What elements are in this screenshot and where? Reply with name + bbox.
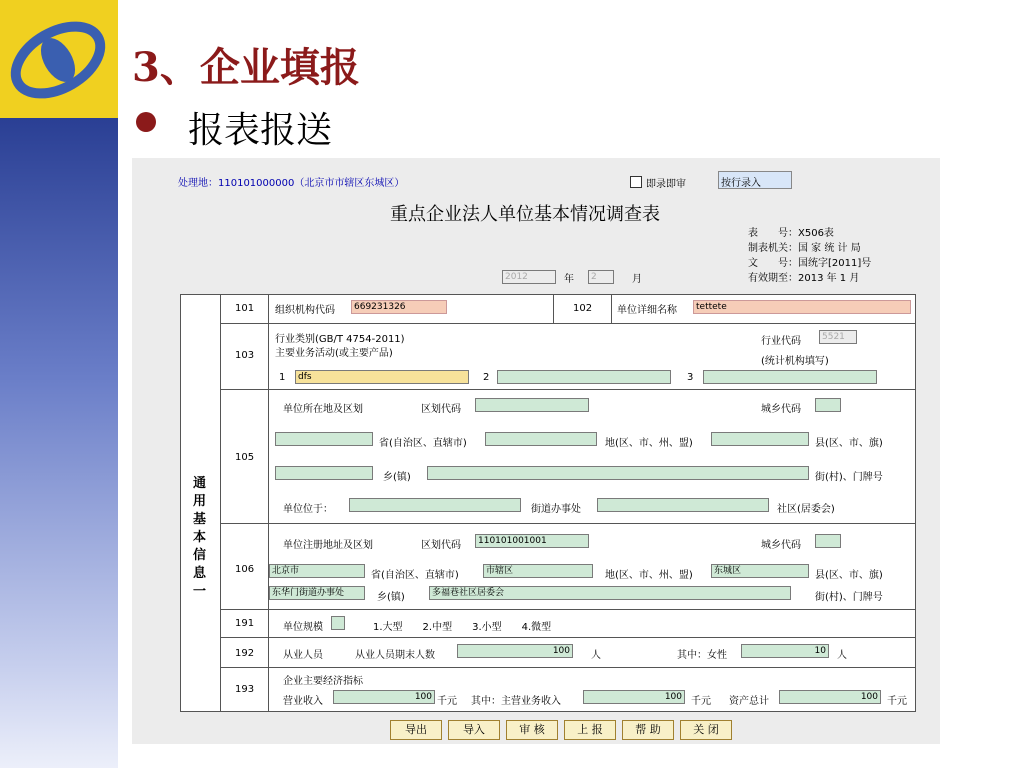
- ac-input[interactable]: 110101001001: [475, 534, 589, 548]
- uc-input[interactable]: [815, 398, 841, 412]
- org-label: 组织机构代码: [275, 305, 335, 316]
- logo-band: [0, 0, 118, 118]
- emp-end-label: 从业人员期末人数: [355, 650, 435, 661]
- city-input[interactable]: [485, 432, 597, 446]
- rev-input[interactable]: 100: [333, 690, 435, 704]
- name-input[interactable]: tettete: [693, 300, 911, 314]
- u2: 千元: [691, 696, 711, 707]
- loc-label: 单位位于：: [283, 504, 333, 515]
- bullet-icon: [136, 112, 156, 132]
- instant-checkbox[interactable]: [630, 176, 642, 188]
- year-label: 年: [564, 274, 574, 285]
- n: 105: [235, 452, 255, 463]
- month-input[interactable]: 2: [588, 270, 614, 284]
- str-label: 街(村)、门牌号: [815, 472, 883, 483]
- n2: 102: [573, 303, 593, 314]
- submit-button[interactable]: 上 报: [564, 720, 616, 740]
- ind-code-label: 行业代码: [761, 336, 801, 347]
- str-input[interactable]: [427, 466, 809, 480]
- review-button[interactable]: 审 核: [506, 720, 558, 740]
- slide-title: 3、企业填报: [132, 44, 360, 91]
- location-text: 处理地：110101000000（北京市市辖区东城区）: [178, 178, 405, 189]
- town-input[interactable]: [275, 466, 373, 480]
- ind-code-input[interactable]: 5521: [819, 330, 857, 344]
- row-103: [221, 323, 916, 389]
- name-label: 单位详细名称: [617, 305, 677, 316]
- year-input[interactable]: 2012: [502, 270, 556, 284]
- town-input[interactable]: 东华门街道办事处: [269, 586, 365, 600]
- sep: [611, 295, 612, 323]
- bullet-text: 报表报送: [188, 110, 333, 151]
- side-text: 通用基本信息一: [193, 476, 207, 599]
- activity-2-input[interactable]: [497, 370, 671, 384]
- ac-input[interactable]: [475, 398, 589, 412]
- u2: 人: [837, 650, 847, 661]
- town-label: 乡(镇): [377, 592, 405, 603]
- u3: 千元: [887, 696, 907, 707]
- rev-label: 营业收入: [283, 696, 323, 707]
- asset-input[interactable]: 100: [779, 690, 881, 704]
- close-button[interactable]: 关 闭: [680, 720, 732, 740]
- n: 192: [235, 648, 255, 659]
- decor-stripe: [0, 118, 118, 768]
- export-button[interactable]: 导出: [390, 720, 442, 740]
- n: 106: [235, 564, 255, 575]
- cnty-label: 县(区、市、旗): [815, 570, 883, 581]
- help-button[interactable]: 帮 助: [622, 720, 674, 740]
- prov-input[interactable]: [275, 432, 373, 446]
- ind-l2: 主要业务活动(或主要产品): [275, 348, 393, 359]
- size-label: 单位规模: [283, 622, 323, 633]
- import-button[interactable]: 导入: [448, 720, 500, 740]
- mrev-label: 其中：主营业务收入: [471, 696, 561, 707]
- row-192: [221, 637, 916, 667]
- row-106: [221, 523, 916, 609]
- ind-note: (统计机构填写): [761, 356, 829, 367]
- prov-label: 省(自治区、直辖市): [379, 438, 467, 449]
- cnty-input[interactable]: 东城区: [711, 564, 809, 578]
- sub-input[interactable]: [597, 498, 769, 512]
- size-options: 1.大型 2.中型 3.小型 4.微型: [373, 622, 552, 633]
- a1: 1: [279, 372, 286, 383]
- n: 103: [235, 350, 255, 361]
- activity-1-input[interactable]: dfs: [295, 370, 469, 384]
- emp-label: 从业人员: [283, 650, 323, 661]
- str-input[interactable]: 多福巷社区居委会: [429, 586, 791, 600]
- a2: 2: [483, 372, 490, 383]
- row-101: [221, 295, 916, 323]
- town-label: 乡(镇): [383, 472, 411, 483]
- activity-3-input[interactable]: [703, 370, 877, 384]
- m3: 文 号：国统字[2011]号: [748, 258, 872, 269]
- female-input[interactable]: 10: [741, 644, 829, 658]
- sep: [553, 295, 554, 323]
- city-label: 地(区、市、州、盟): [605, 570, 693, 581]
- m1: 表 号：X506表: [748, 228, 834, 239]
- month-label: 月: [632, 274, 642, 285]
- size-input[interactable]: [331, 616, 345, 630]
- form-table: [180, 294, 916, 712]
- mrev-input[interactable]: 100: [583, 690, 685, 704]
- prov-label: 省(自治区、直辖市): [371, 570, 459, 581]
- loc-title: 单位所在地及区划: [283, 404, 363, 415]
- mode-select[interactable]: [718, 171, 792, 189]
- str-label: 街(村)、门牌号: [815, 592, 883, 603]
- a3: 3: [687, 372, 694, 383]
- cnty-label: 县(区、市、旗): [815, 438, 883, 449]
- row-193: [221, 667, 916, 712]
- city-label: 地(区、市、州、盟): [605, 438, 693, 449]
- n: 101: [235, 303, 255, 314]
- side-label: [181, 295, 221, 712]
- form-title: 重点企业法人单位基本情况调查表: [390, 204, 660, 225]
- sub-label: 街道办事处: [531, 504, 581, 515]
- m2: 制表机关：国 家 统 计 局: [748, 243, 861, 254]
- prov-input[interactable]: 北京市: [269, 564, 365, 578]
- cnty-input[interactable]: [711, 432, 809, 446]
- uc-input[interactable]: [815, 534, 841, 548]
- ac-label: 区划代码: [421, 540, 461, 551]
- form-window: [132, 158, 940, 744]
- ind-l1: 行业类别(GB/T 4754-2011): [275, 334, 405, 345]
- row-191: [221, 609, 916, 637]
- instant-label: 即录即审: [646, 179, 686, 190]
- reg-title: 单位注册地址及区划: [283, 540, 373, 551]
- n: 191: [235, 618, 255, 629]
- form-meta: [748, 226, 871, 286]
- uc-label: 城乡代码: [761, 404, 801, 415]
- n: 193: [235, 684, 255, 695]
- uc-label: 城乡代码: [761, 540, 801, 551]
- com-label: 社区(居委会): [777, 504, 835, 515]
- u1: 千元: [437, 696, 457, 707]
- loc-input[interactable]: [349, 498, 521, 512]
- female-label: 其中：女性: [677, 650, 727, 661]
- city-input[interactable]: 市辖区: [483, 564, 593, 578]
- emp-input[interactable]: 100: [457, 644, 573, 658]
- org-input[interactable]: 669231326: [351, 300, 447, 314]
- econ-label: 企业主要经济指标: [283, 676, 363, 687]
- mode-value: 按行录入: [721, 178, 761, 189]
- logo-icon: [0, 0, 118, 118]
- ac-label: 区划代码: [421, 404, 461, 415]
- m4: 有效期至：2013 年 1 月: [748, 273, 860, 284]
- asset-label: 资产总计: [729, 696, 769, 707]
- u1: 人: [591, 650, 601, 661]
- row-105: [221, 389, 916, 523]
